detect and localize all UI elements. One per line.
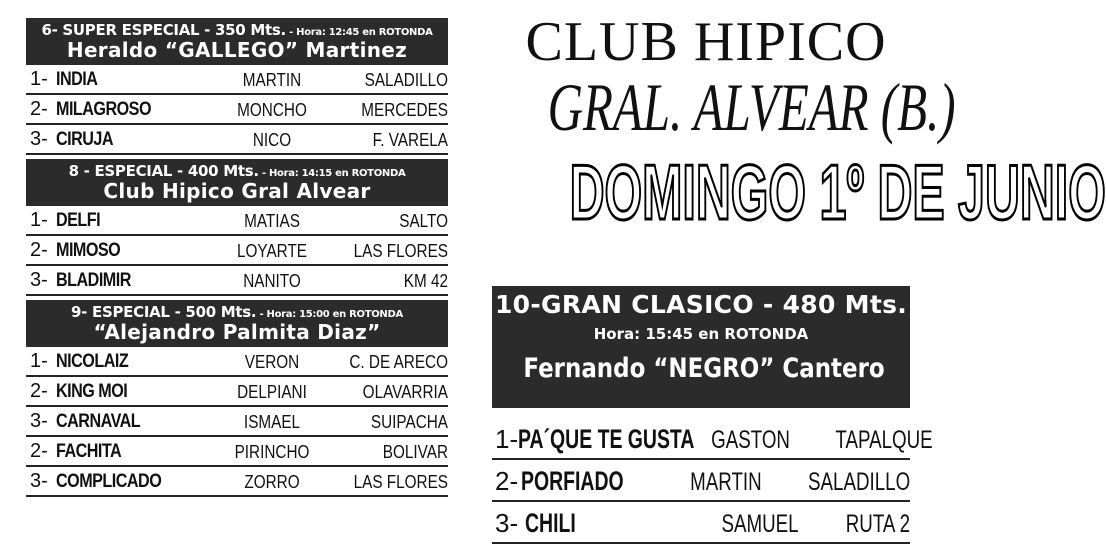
title-block: [486, 0, 1106, 236]
jockey-name: MONCHO: [237, 100, 307, 120]
race-time: - Hora: 12:45 en ROTONDA: [285, 27, 433, 38]
runner-position: 2-: [30, 98, 48, 120]
runner-row: [26, 125, 448, 155]
horse-name: FACHITA: [56, 441, 122, 462]
main-race-header: [492, 286, 910, 408]
runner-position: 3-: [30, 470, 48, 492]
origin-place: SALADILLO: [807, 468, 910, 496]
origin-place: SALADILLO: [364, 70, 448, 90]
runner-row: [492, 418, 933, 460]
jockey-name: DELPIANI: [237, 382, 307, 402]
race-title: 6- SUPER ESPECIAL - 350 Mts.: [41, 21, 286, 39]
event-date: DOMINGO 1º DE JUNIO: [569, 148, 1106, 236]
jockey-name: SAMUEL: [721, 510, 799, 538]
jockey-name: VERON: [244, 352, 300, 372]
left-race-column: [26, 18, 448, 497]
runner-position: 2-: [30, 239, 48, 261]
origin-place: LAS FLORES: [353, 472, 448, 492]
horse-name: CHILI: [525, 508, 576, 538]
runner-row: [26, 377, 448, 407]
race-time: - Hora: 15:00 en ROTONDA: [256, 309, 403, 320]
origin-place: KM 42: [403, 271, 448, 291]
runner-position: 2-: [495, 466, 519, 496]
race-dedication: Club Hipico Gral Alvear: [103, 179, 371, 203]
main-race-time: Hora: 15:45 en ROTONDA: [593, 325, 809, 343]
horse-name: DELFI: [56, 210, 101, 231]
race-header: [26, 18, 448, 65]
runner-position: 1-: [30, 68, 48, 90]
runner-row: [492, 502, 910, 544]
race-title-line: [32, 162, 442, 180]
runner-position: 3-: [495, 508, 519, 538]
origin-place: SUIPACHA: [370, 412, 448, 432]
horse-name: MILAGROSO: [56, 99, 152, 120]
jockey-name: MATIAS: [244, 211, 300, 231]
main-race-runners: [492, 418, 933, 544]
runner-row: [26, 347, 448, 377]
runner-position: 1-: [495, 424, 519, 454]
origin-place: BOLIVAR: [382, 442, 448, 462]
race-time: - Hora: 14:15 en ROTONDA: [258, 168, 406, 179]
horse-name: PORFIADO: [521, 466, 624, 496]
origin-place: MERCEDES: [361, 100, 448, 120]
runner-position: 3-: [30, 410, 48, 432]
origin-place: RUTA 2: [845, 510, 910, 538]
jockey-name: ISMAEL: [243, 412, 301, 432]
jockey-name: ZORRO: [244, 472, 300, 492]
runner-row: [492, 460, 910, 502]
origin-place: TAPALQUE: [835, 426, 933, 454]
runner-position: 1-: [30, 209, 48, 231]
origin-place: C. DE ARECO: [349, 352, 448, 372]
horse-name: PA´QUE TE GUSTA: [518, 424, 695, 454]
club-title: CLUB HIPICO: [525, 11, 887, 73]
horse-name: NICOLAIZ: [56, 351, 129, 372]
jockey-name: MARTIN: [690, 468, 762, 496]
runner-row: [26, 437, 448, 467]
origin-place: F. VARELA: [372, 130, 448, 150]
horse-name: MIMOSO: [56, 240, 121, 261]
runner-row: [26, 95, 448, 125]
main-race-dedication: Fernando “NEGRO” Cantero: [523, 353, 885, 384]
origin-place: LAS FLORES: [353, 241, 448, 261]
runner-row: [26, 65, 448, 95]
horse-name: CARNAVAL: [56, 411, 141, 432]
jockey-name: LOYARTE: [236, 241, 308, 261]
runner-row: [26, 206, 448, 236]
race-header: [26, 300, 448, 347]
race-dedication: Heraldo “GALLEGO” Martinez: [66, 38, 408, 62]
origin-place: SALTO: [399, 211, 448, 231]
runner-position: 3-: [30, 128, 48, 150]
race-header: [26, 159, 448, 206]
main-race-title: 10-GRAN CLASICO - 480 Mts.: [494, 290, 908, 319]
horse-name: CIRUJA: [56, 129, 114, 150]
race-dedication: “Alejandro Palmita Diaz”: [93, 320, 381, 344]
race-6: [26, 18, 448, 155]
race-title-line: [32, 21, 442, 39]
horse-name: BLADIMIR: [56, 270, 131, 291]
runner-position: 3-: [30, 269, 48, 291]
race-title-line: [32, 303, 442, 321]
race-title: 8 - ESPECIAL - 400 Mts.: [68, 162, 259, 180]
runner-position: 2-: [30, 380, 48, 402]
horse-name: COMPLICADO: [56, 471, 162, 492]
race-title: 9- ESPECIAL - 500 Mts.: [71, 303, 257, 321]
jockey-name: NICO: [252, 130, 292, 150]
jockey-name: PIRINCHO: [234, 442, 310, 462]
runner-row: [26, 467, 448, 497]
runner-position: 2-: [30, 440, 48, 462]
origin-place: OLAVARRIA: [362, 382, 448, 402]
horse-name: INDIA: [56, 69, 98, 90]
runner-position: 1-: [30, 350, 48, 372]
jockey-name: MARTIN: [242, 70, 302, 90]
horse-name: KING MOI: [56, 381, 128, 402]
runner-row: [26, 236, 448, 266]
runner-row: [26, 407, 448, 437]
runner-row: [26, 266, 448, 296]
jockey-name: NANITO: [243, 271, 301, 291]
race-9: [26, 300, 448, 497]
club-location: GRAL. ALVEAR (B.): [547, 69, 956, 145]
race-8: [26, 159, 448, 296]
jockey-name: GASTON: [711, 426, 791, 454]
